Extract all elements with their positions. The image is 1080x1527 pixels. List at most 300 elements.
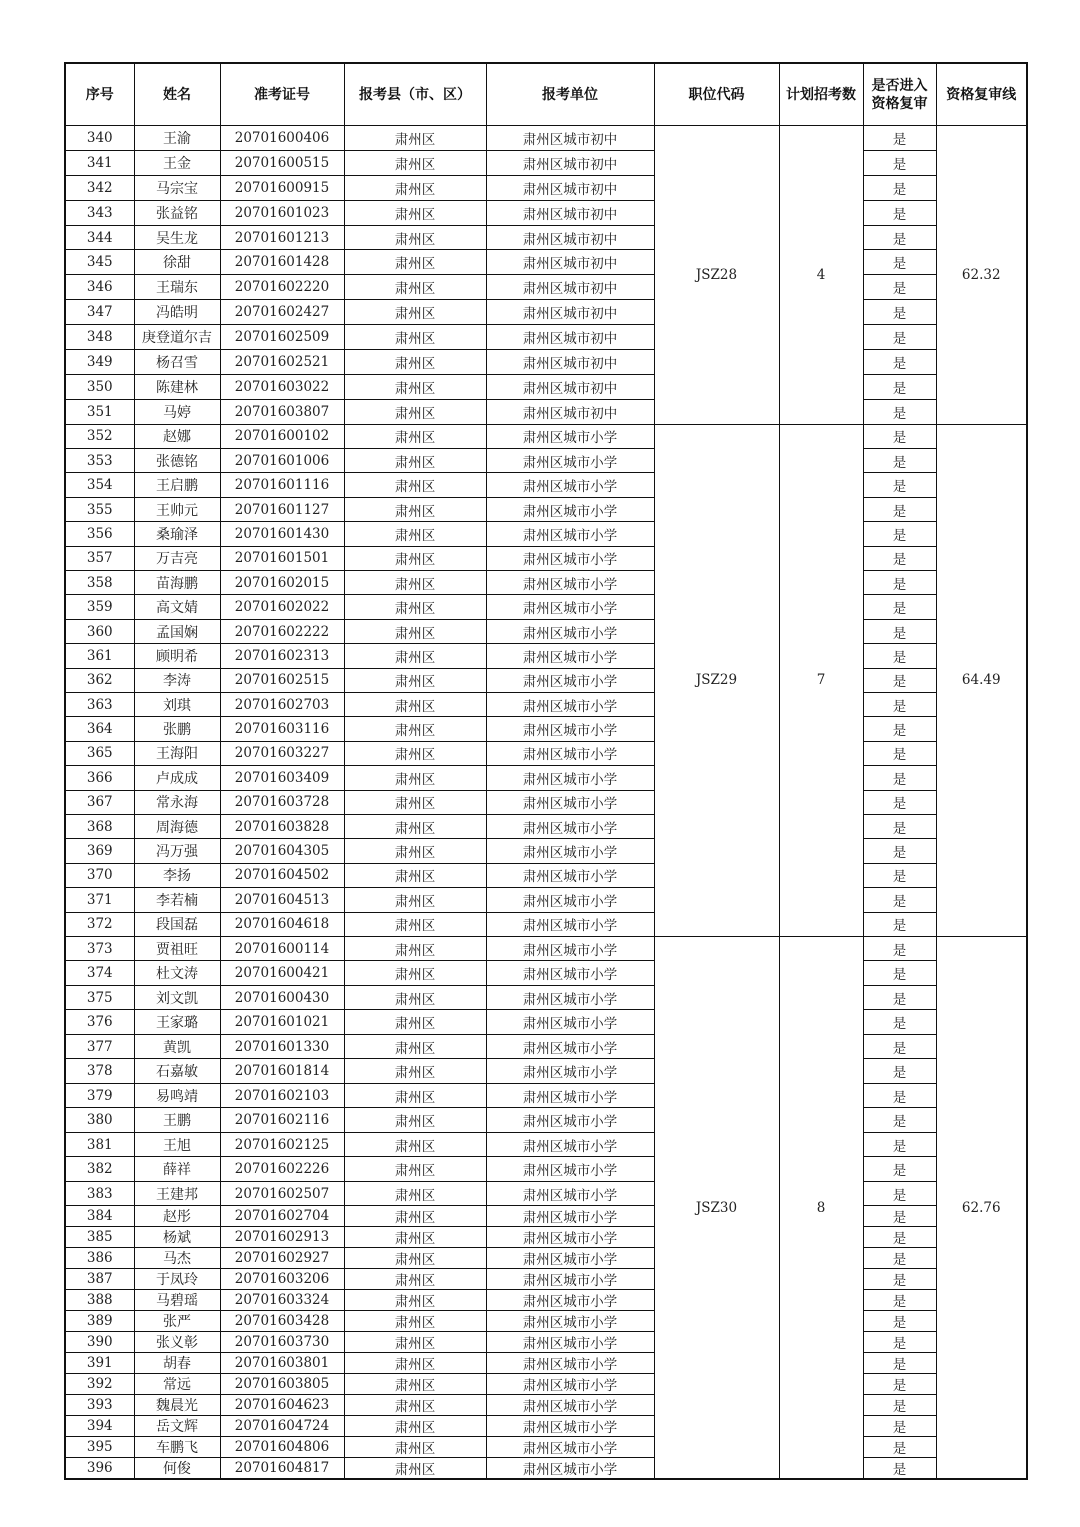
ticket-cell: 20701602913 [220, 1227, 344, 1248]
ticket-cell: 20701602704 [220, 1206, 344, 1227]
planned-count-cell: 4 [779, 126, 863, 425]
ticket-cell: 20701600430 [220, 985, 344, 1010]
name-cell: 黄凯 [134, 1034, 220, 1059]
seq-cell: 347 [65, 300, 134, 325]
unit-cell: 肃州区城市小学 [486, 961, 654, 986]
unit-cell: 肃州区城市小学 [486, 766, 654, 790]
ticket-cell: 20701601501 [220, 546, 344, 570]
position-code-cell: JSZ29 [654, 424, 779, 936]
ticket-cell: 20701603324 [220, 1290, 344, 1311]
name-cell: 陈建林 [134, 374, 220, 399]
review-flag-cell: 是 [863, 473, 936, 497]
ticket-cell: 20701603801 [220, 1353, 344, 1374]
name-cell: 王鹏 [134, 1108, 220, 1133]
name-cell: 王旭 [134, 1132, 220, 1157]
ticket-cell: 20701604817 [220, 1458, 344, 1480]
name-cell: 易鸣靖 [134, 1083, 220, 1108]
table-row [65, 325, 1027, 350]
county-cell: 肃州区 [344, 1437, 486, 1458]
name-cell: 徐甜 [134, 250, 220, 275]
county-cell: 肃州区 [344, 1374, 486, 1395]
ticket-cell: 20701603805 [220, 1374, 344, 1395]
table-row [65, 668, 1027, 692]
unit-cell: 肃州区城市小学 [486, 692, 654, 716]
seq-cell: 366 [65, 766, 134, 790]
review-flag-cell: 是 [863, 571, 936, 595]
county-cell: 肃州区 [344, 1132, 486, 1157]
results-table [64, 62, 1028, 1480]
name-cell: 孟国娴 [134, 619, 220, 643]
table-row [65, 1416, 1027, 1437]
unit-cell: 肃州区城市初中 [486, 175, 654, 200]
seq-cell: 356 [65, 522, 134, 546]
seq-cell: 349 [65, 350, 134, 375]
county-cell: 肃州区 [344, 1157, 486, 1182]
name-cell: 常永海 [134, 790, 220, 814]
unit-cell: 肃州区城市小学 [486, 522, 654, 546]
table-row [65, 595, 1027, 619]
unit-cell: 肃州区城市小学 [486, 1083, 654, 1108]
ticket-cell: 20701603227 [220, 741, 344, 765]
county-cell: 肃州区 [344, 644, 486, 668]
review-flag-cell: 是 [863, 424, 936, 448]
table-row [65, 1034, 1027, 1059]
seq-cell: 377 [65, 1034, 134, 1059]
county-cell: 肃州区 [344, 961, 486, 986]
seq-cell: 359 [65, 595, 134, 619]
unit-cell: 肃州区城市小学 [486, 1157, 654, 1182]
table-row [65, 250, 1027, 275]
name-cell: 李若楠 [134, 888, 220, 912]
unit-cell: 肃州区城市小学 [486, 497, 654, 521]
table-row [65, 1108, 1027, 1133]
table-row [65, 741, 1027, 765]
name-cell: 张鹏 [134, 717, 220, 741]
review-flag-cell: 是 [863, 1311, 936, 1332]
ticket-cell: 20701601428 [220, 250, 344, 275]
seq-cell: 357 [65, 546, 134, 570]
review-flag-cell: 是 [863, 1083, 936, 1108]
review-flag-cell: 是 [863, 1010, 936, 1035]
ticket-cell: 20701603730 [220, 1332, 344, 1353]
unit-cell: 肃州区城市小学 [486, 1010, 654, 1035]
table-row [65, 300, 1027, 325]
unit-cell: 肃州区城市小学 [486, 595, 654, 619]
seq-cell: 360 [65, 619, 134, 643]
name-cell: 常远 [134, 1374, 220, 1395]
table-body [65, 126, 1027, 1480]
ticket-cell: 20701604305 [220, 839, 344, 863]
county-cell: 肃州区 [344, 790, 486, 814]
seq-cell: 370 [65, 863, 134, 887]
county-cell: 肃州区 [344, 766, 486, 790]
review-flag-cell: 是 [863, 1157, 936, 1182]
review-flag-cell: 是 [863, 985, 936, 1010]
seq-cell: 371 [65, 888, 134, 912]
table-row [65, 985, 1027, 1010]
seq-cell: 352 [65, 424, 134, 448]
unit-cell: 肃州区城市小学 [486, 1227, 654, 1248]
unit-cell: 肃州区城市小学 [486, 1059, 654, 1084]
unit-cell: 肃州区城市小学 [486, 668, 654, 692]
unit-cell: 肃州区城市初中 [486, 399, 654, 424]
name-cell: 何俊 [134, 1458, 220, 1480]
header-county: 报考县（市、区） [344, 63, 486, 126]
name-cell: 杨斌 [134, 1227, 220, 1248]
county-cell: 肃州区 [344, 1332, 486, 1353]
review-flag-cell: 是 [863, 1374, 936, 1395]
county-cell: 肃州区 [344, 1010, 486, 1035]
table-row [65, 961, 1027, 986]
name-cell: 王金 [134, 150, 220, 175]
county-cell: 肃州区 [344, 1269, 486, 1290]
ticket-cell: 20701603728 [220, 790, 344, 814]
ticket-cell: 20701602703 [220, 692, 344, 716]
table-row [65, 571, 1027, 595]
name-cell: 吴生龙 [134, 225, 220, 250]
name-cell: 石嘉敏 [134, 1059, 220, 1084]
unit-cell: 肃州区城市小学 [486, 1416, 654, 1437]
county-cell: 肃州区 [344, 814, 486, 838]
county-cell: 肃州区 [344, 692, 486, 716]
county-cell: 肃州区 [344, 275, 486, 300]
review-flag-cell: 是 [863, 225, 936, 250]
review-flag-cell: 是 [863, 1227, 936, 1248]
seq-cell: 373 [65, 936, 134, 961]
unit-cell: 肃州区城市小学 [486, 1290, 654, 1311]
ticket-cell: 20701604513 [220, 888, 344, 912]
name-cell: 马婷 [134, 399, 220, 424]
ticket-cell: 20701603206 [220, 1269, 344, 1290]
review-flag-cell: 是 [863, 150, 936, 175]
name-cell: 赵彤 [134, 1206, 220, 1227]
unit-cell: 肃州区城市小学 [486, 473, 654, 497]
header-ticket: 准考证号 [220, 63, 344, 126]
ticket-cell: 20701601814 [220, 1059, 344, 1084]
county-cell: 肃州区 [344, 250, 486, 275]
county-cell: 肃州区 [344, 717, 486, 741]
ticket-cell: 20701603807 [220, 399, 344, 424]
county-cell: 肃州区 [344, 546, 486, 570]
table-row [65, 1374, 1027, 1395]
table-row [65, 473, 1027, 497]
county-cell: 肃州区 [344, 1311, 486, 1332]
review-flag-cell: 是 [863, 668, 936, 692]
name-cell: 马宗宝 [134, 175, 220, 200]
unit-cell: 肃州区城市小学 [486, 839, 654, 863]
unit-cell: 肃州区城市小学 [486, 1332, 654, 1353]
table-row [65, 1437, 1027, 1458]
review-flag-cell: 是 [863, 200, 936, 225]
ticket-cell: 20701602427 [220, 300, 344, 325]
name-cell: 张义彰 [134, 1332, 220, 1353]
planned-count-cell: 7 [779, 424, 863, 936]
seq-cell: 363 [65, 692, 134, 716]
name-cell: 卢成成 [134, 766, 220, 790]
name-cell: 马杰 [134, 1248, 220, 1269]
name-cell: 马碧瑶 [134, 1290, 220, 1311]
ticket-cell: 20701602103 [220, 1083, 344, 1108]
county-cell: 肃州区 [344, 399, 486, 424]
seq-cell: 343 [65, 200, 134, 225]
name-cell: 张严 [134, 1311, 220, 1332]
name-cell: 李扬 [134, 863, 220, 887]
county-cell: 肃州区 [344, 1458, 486, 1480]
table-row [65, 522, 1027, 546]
seq-cell: 342 [65, 175, 134, 200]
review-flag-cell: 是 [863, 1034, 936, 1059]
county-cell: 肃州区 [344, 175, 486, 200]
table-row [65, 1458, 1027, 1480]
review-flag-cell: 是 [863, 350, 936, 375]
table-row [65, 200, 1027, 225]
unit-cell: 肃州区城市初中 [486, 374, 654, 399]
review-flag-cell: 是 [863, 1416, 936, 1437]
ticket-cell: 20701600915 [220, 175, 344, 200]
unit-cell: 肃州区城市初中 [486, 200, 654, 225]
unit-cell: 肃州区城市小学 [486, 424, 654, 448]
table-row [65, 1311, 1027, 1332]
ticket-cell: 20701604623 [220, 1395, 344, 1416]
unit-cell: 肃州区城市初中 [486, 325, 654, 350]
seq-cell: 348 [65, 325, 134, 350]
unit-cell: 肃州区城市小学 [486, 644, 654, 668]
header-unit: 报考单位 [486, 63, 654, 126]
review-flag-cell: 是 [863, 1353, 936, 1374]
name-cell: 周海德 [134, 814, 220, 838]
seq-cell: 368 [65, 814, 134, 838]
county-cell: 肃州区 [344, 888, 486, 912]
unit-cell: 肃州区城市小学 [486, 1458, 654, 1480]
ticket-cell: 20701602015 [220, 571, 344, 595]
unit-cell: 肃州区城市小学 [486, 449, 654, 473]
county-cell: 肃州区 [344, 1059, 486, 1084]
seq-cell: 379 [65, 1083, 134, 1108]
table-row [65, 1157, 1027, 1182]
ticket-cell: 20701602515 [220, 668, 344, 692]
review-flag-cell: 是 [863, 717, 936, 741]
ticket-cell: 20701601213 [220, 225, 344, 250]
review-flag-cell: 是 [863, 250, 936, 275]
seq-cell: 351 [65, 399, 134, 424]
county-cell: 肃州区 [344, 300, 486, 325]
table-row [65, 1083, 1027, 1108]
review-flag-cell: 是 [863, 839, 936, 863]
table-row [65, 374, 1027, 399]
review-flag-cell: 是 [863, 449, 936, 473]
unit-cell: 肃州区城市初中 [486, 275, 654, 300]
unit-cell: 肃州区城市初中 [486, 300, 654, 325]
header-planned: 计划招考数 [779, 63, 863, 126]
review-flag-cell: 是 [863, 888, 936, 912]
county-cell: 肃州区 [344, 595, 486, 619]
table-row [65, 424, 1027, 448]
ticket-cell: 20701601021 [220, 1010, 344, 1035]
ticket-cell: 20701602116 [220, 1108, 344, 1133]
unit-cell: 肃州区城市小学 [486, 888, 654, 912]
seq-cell: 364 [65, 717, 134, 741]
county-cell: 肃州区 [344, 668, 486, 692]
review-flag-cell: 是 [863, 1290, 936, 1311]
table-row [65, 790, 1027, 814]
seq-cell: 361 [65, 644, 134, 668]
unit-cell: 肃州区城市小学 [486, 1395, 654, 1416]
review-flag-cell: 是 [863, 692, 936, 716]
header-position-code: 职位代码 [654, 63, 779, 126]
county-cell: 肃州区 [344, 325, 486, 350]
unit-cell: 肃州区城市小学 [486, 1132, 654, 1157]
review-flag-cell: 是 [863, 595, 936, 619]
name-cell: 冯万强 [134, 839, 220, 863]
unit-cell: 肃州区城市小学 [486, 936, 654, 961]
table-row [65, 692, 1027, 716]
seq-cell: 362 [65, 668, 134, 692]
review-flag-cell: 是 [863, 644, 936, 668]
seq-cell: 353 [65, 449, 134, 473]
seq-cell: 382 [65, 1157, 134, 1182]
ticket-cell: 20701600515 [220, 150, 344, 175]
review-flag-cell: 是 [863, 1059, 936, 1084]
position-code-cell: JSZ30 [654, 936, 779, 1479]
county-cell: 肃州区 [344, 741, 486, 765]
name-cell: 杨召雪 [134, 350, 220, 375]
seq-cell: 391 [65, 1353, 134, 1374]
ticket-cell: 20701601330 [220, 1034, 344, 1059]
county-cell: 肃州区 [344, 1395, 486, 1416]
ticket-cell: 20701602220 [220, 275, 344, 300]
county-cell: 肃州区 [344, 839, 486, 863]
ticket-cell: 20701602509 [220, 325, 344, 350]
seq-cell: 386 [65, 1248, 134, 1269]
seq-cell: 393 [65, 1395, 134, 1416]
unit-cell: 肃州区城市初中 [486, 150, 654, 175]
ticket-cell: 20701602125 [220, 1132, 344, 1157]
review-flag-cell: 是 [863, 300, 936, 325]
county-cell: 肃州区 [344, 1206, 486, 1227]
name-cell: 段国磊 [134, 912, 220, 936]
seq-cell: 345 [65, 250, 134, 275]
seq-cell: 396 [65, 1458, 134, 1480]
name-cell: 高文婧 [134, 595, 220, 619]
review-flag-cell: 是 [863, 863, 936, 887]
table-row [65, 863, 1027, 887]
review-flag-cell: 是 [863, 1248, 936, 1269]
header-review: 是否进入资格复审 [863, 63, 936, 126]
county-cell: 肃州区 [344, 1083, 486, 1108]
unit-cell: 肃州区城市小学 [486, 1353, 654, 1374]
ticket-cell: 20701603116 [220, 717, 344, 741]
seq-cell: 341 [65, 150, 134, 175]
name-cell: 张益铭 [134, 200, 220, 225]
name-cell: 王启鹏 [134, 473, 220, 497]
table-row [65, 275, 1027, 300]
seq-cell: 383 [65, 1181, 134, 1206]
name-cell: 王海阳 [134, 741, 220, 765]
review-flag-cell: 是 [863, 619, 936, 643]
table-row [65, 1206, 1027, 1227]
ticket-cell: 20701602022 [220, 595, 344, 619]
review-flag-cell: 是 [863, 936, 936, 961]
unit-cell: 肃州区城市初中 [486, 225, 654, 250]
table-row [65, 619, 1027, 643]
ticket-cell: 20701600421 [220, 961, 344, 986]
name-cell: 薛祥 [134, 1157, 220, 1182]
table-row [65, 936, 1027, 961]
review-line-cell: 62.32 [936, 126, 1027, 425]
name-cell: 刘文凯 [134, 985, 220, 1010]
ticket-cell: 20701604502 [220, 863, 344, 887]
table-row [65, 717, 1027, 741]
county-cell: 肃州区 [344, 424, 486, 448]
table-row [65, 1395, 1027, 1416]
review-line-cell: 64.49 [936, 424, 1027, 936]
name-cell: 桑瑜泽 [134, 522, 220, 546]
table-row [65, 497, 1027, 521]
review-flag-cell: 是 [863, 912, 936, 936]
review-flag-cell: 是 [863, 374, 936, 399]
table-row [65, 1132, 1027, 1157]
name-cell: 万吉亮 [134, 546, 220, 570]
seq-cell: 358 [65, 571, 134, 595]
seq-cell: 384 [65, 1206, 134, 1227]
table-row [65, 888, 1027, 912]
seq-cell: 378 [65, 1059, 134, 1084]
seq-cell: 340 [65, 126, 134, 151]
seq-cell: 365 [65, 741, 134, 765]
ticket-cell: 20701601006 [220, 449, 344, 473]
ticket-cell: 20701600102 [220, 424, 344, 448]
review-flag-cell: 是 [863, 814, 936, 838]
ticket-cell: 20701600114 [220, 936, 344, 961]
name-cell: 杜文涛 [134, 961, 220, 986]
name-cell: 于凤玲 [134, 1269, 220, 1290]
name-cell: 贾祖旺 [134, 936, 220, 961]
unit-cell: 肃州区城市小学 [486, 1248, 654, 1269]
ticket-cell: 20701602927 [220, 1248, 344, 1269]
county-cell: 肃州区 [344, 126, 486, 151]
header-row [65, 63, 1027, 126]
county-cell: 肃州区 [344, 1353, 486, 1374]
county-cell: 肃州区 [344, 449, 486, 473]
seq-cell: 346 [65, 275, 134, 300]
name-cell: 顾明希 [134, 644, 220, 668]
position-code-cell: JSZ28 [654, 126, 779, 425]
unit-cell: 肃州区城市初中 [486, 250, 654, 275]
county-cell: 肃州区 [344, 1290, 486, 1311]
county-cell: 肃州区 [344, 571, 486, 595]
table-row [65, 644, 1027, 668]
seq-cell: 390 [65, 1332, 134, 1353]
unit-cell: 肃州区城市小学 [486, 814, 654, 838]
name-cell: 魏晨光 [134, 1395, 220, 1416]
unit-cell: 肃州区城市小学 [486, 1437, 654, 1458]
table-row [65, 1227, 1027, 1248]
table-row [65, 175, 1027, 200]
name-cell: 李涛 [134, 668, 220, 692]
unit-cell: 肃州区城市小学 [486, 741, 654, 765]
unit-cell: 肃州区城市小学 [486, 1206, 654, 1227]
table-row [65, 350, 1027, 375]
unit-cell: 肃州区城市小学 [486, 1181, 654, 1206]
seq-cell: 387 [65, 1269, 134, 1290]
table-row [65, 1010, 1027, 1035]
seq-cell: 389 [65, 1311, 134, 1332]
review-flag-cell: 是 [863, 1437, 936, 1458]
review-flag-cell: 是 [863, 1332, 936, 1353]
county-cell: 肃州区 [344, 936, 486, 961]
seq-cell: 381 [65, 1132, 134, 1157]
table-row [65, 839, 1027, 863]
